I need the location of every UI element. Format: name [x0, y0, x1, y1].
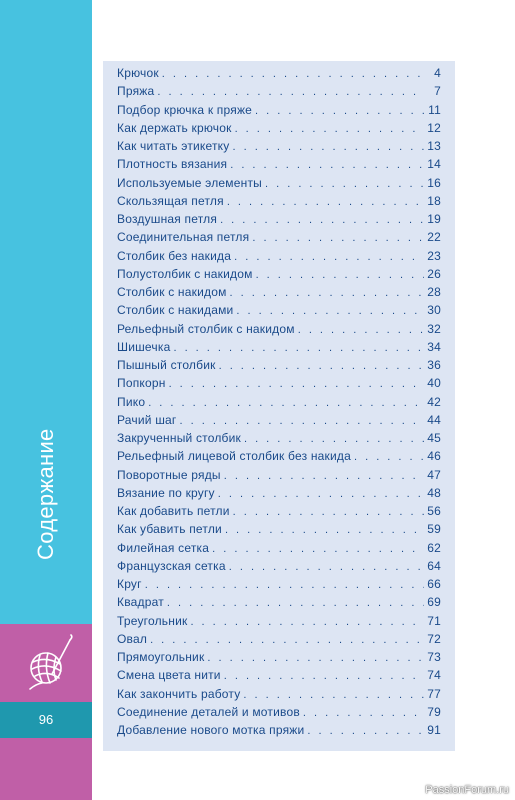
toc-dot-leader [224, 470, 424, 482]
toc-entry-title: Пико [117, 394, 146, 409]
toc-entry-page: 23 [427, 248, 441, 263]
toc-entry-page: 7 [434, 84, 441, 99]
toc-entry[interactable] [117, 139, 441, 157]
toc-entry-title: Соединение деталей и мотивов [117, 704, 300, 719]
toc-entry[interactable] [117, 541, 441, 559]
toc-entry[interactable] [117, 303, 441, 321]
toc-dot-leader [236, 305, 424, 317]
toc-entry-page: 12 [427, 120, 441, 135]
toc-entry[interactable] [117, 486, 441, 504]
toc-entry-page: 34 [427, 339, 441, 354]
toc-entry-title: Шишечка [117, 339, 171, 354]
toc-entry[interactable] [117, 504, 441, 522]
toc-entry-page: 56 [427, 504, 441, 518]
toc-dot-leader [244, 433, 424, 445]
toc-entry-page: 4 [434, 66, 441, 80]
toc-entry-page: 28 [427, 285, 441, 299]
section-title: Содержание [33, 428, 58, 560]
toc-entry-title: Крючок [117, 66, 159, 80]
toc-dot-leader [180, 415, 425, 427]
toc-entry-page: 11 [428, 102, 441, 117]
toc-entry-title: Вязание по кругу [117, 485, 215, 500]
toc-dot-leader [227, 196, 424, 208]
toc-entry[interactable] [117, 449, 441, 467]
yarn-ball-crochet-hook-icon [22, 634, 78, 694]
toc-entry[interactable] [117, 267, 441, 285]
toc-entry-page: 74 [427, 668, 441, 683]
toc-entry[interactable] [117, 687, 441, 705]
sidebar-pink-footer [0, 738, 92, 800]
toc-dot-leader [307, 725, 424, 737]
toc-dot-leader [207, 652, 424, 664]
toc-dot-leader [256, 269, 424, 281]
toc-entry[interactable] [117, 577, 441, 595]
toc-dot-leader [230, 287, 424, 299]
toc-entry-title: Рачий шаг [117, 412, 177, 427]
toc-entry-title: Смена цвета нити [117, 668, 221, 683]
toc-entry[interactable] [117, 157, 441, 175]
toc-dot-leader [234, 251, 424, 263]
toc-entry-title: Квадрат [117, 595, 164, 610]
toc-dot-leader [230, 159, 424, 171]
toc-entry-page: 45 [427, 431, 441, 445]
toc-entry[interactable] [117, 212, 441, 230]
toc-dot-leader [354, 451, 424, 463]
toc-entry-page: 64 [427, 558, 441, 573]
toc-entry-page: 66 [427, 577, 441, 591]
toc-entry-page: 22 [427, 230, 441, 245]
toc-entry[interactable] [117, 668, 441, 686]
page-number: 96 [38, 712, 54, 727]
toc-entry-title: Рельефный лицевой столбик без накида [117, 449, 351, 464]
toc-entry[interactable] [117, 705, 441, 723]
toc-entry[interactable] [117, 723, 441, 741]
toc-entry-page: 46 [427, 449, 441, 464]
toc-entry-page: 44 [427, 412, 441, 427]
toc-entry-title: Как убавить петли [117, 522, 222, 537]
toc-entry-title: Используемые элементы [117, 175, 262, 190]
toc-dot-leader [145, 579, 424, 591]
toc-dot-leader [229, 561, 424, 573]
toc-entry-title: Закрученный столбик [117, 431, 241, 445]
toc-entry-title: Прямоугольник [117, 650, 205, 664]
toc-entry-page: 47 [427, 467, 441, 482]
toc-entry[interactable] [117, 468, 441, 486]
toc-entry-title: Поворотные ряды [117, 467, 221, 482]
toc-entry-page: 14 [427, 157, 441, 172]
toc-entry-title: Овал [117, 631, 148, 646]
toc-entry[interactable] [117, 522, 441, 540]
toc-dot-leader [219, 360, 424, 372]
toc-entry[interactable] [117, 559, 441, 577]
toc-entry-page: 71 [427, 613, 441, 628]
toc-entry[interactable] [117, 249, 441, 267]
toc-entry-page: 62 [427, 540, 441, 555]
toc-entry[interactable] [117, 285, 441, 303]
toc-entry-page: 19 [427, 212, 441, 226]
toc-entry-page: 77 [427, 686, 441, 701]
toc-entry-page: 79 [427, 704, 441, 719]
toc-dot-leader [220, 214, 424, 226]
toc-dot-leader [225, 524, 424, 536]
toc-dot-leader [233, 506, 424, 518]
toc-entry-title: Воздушная петля [117, 212, 218, 226]
toc-entry-page: 42 [427, 394, 441, 409]
toc-entry[interactable] [117, 395, 441, 413]
toc-dot-leader [252, 232, 424, 244]
toc-entry-page: 32 [427, 321, 441, 336]
toc-entry[interactable] [117, 376, 441, 394]
table-of-contents [117, 66, 441, 741]
toc-entry[interactable] [117, 595, 441, 613]
toc-dot-leader [157, 86, 424, 98]
watermark: PassionForum.ru [425, 784, 509, 796]
toc-entry[interactable] [117, 650, 441, 668]
toc-entry[interactable] [117, 358, 441, 376]
toc-dot-leader [232, 141, 424, 153]
toc-dot-leader [169, 378, 424, 390]
toc-entry[interactable] [117, 431, 441, 449]
toc-entry-page: 16 [427, 175, 441, 190]
toc-dot-leader [235, 123, 424, 135]
toc-dot-leader [255, 105, 424, 117]
toc-entry[interactable] [117, 632, 441, 650]
toc-dot-leader [173, 342, 424, 354]
toc-entry-page: 18 [427, 193, 441, 208]
toc-entry[interactable] [117, 340, 441, 358]
toc-entry-title: Пышный столбик [117, 358, 216, 372]
toc-entry-title: Полустолбик с накидом [117, 266, 253, 281]
toc-dot-leader [303, 707, 424, 719]
toc-dot-leader [265, 178, 424, 190]
toc-dot-leader [212, 543, 424, 555]
toc-entry-page: 69 [427, 595, 441, 610]
toc-entry-title: Как читать этикетку [117, 139, 230, 153]
toc-entry-page: 48 [427, 485, 441, 500]
toc-dot-leader [162, 68, 424, 80]
toc-entry-page: 36 [427, 358, 441, 372]
toc-entry-title: Подбор крючка к пряже [117, 102, 253, 117]
toc-entry[interactable] [117, 121, 441, 139]
toc-entry-title: Круг [117, 577, 142, 591]
toc-entry-page: 72 [427, 631, 441, 646]
toc-entry-title: Как закончить работу [117, 686, 241, 701]
toc-entry-title: Пряжа [117, 84, 155, 99]
toc-entry-title: Столбик без накида [117, 248, 232, 263]
toc-entry-title: Как держать крючок [117, 120, 232, 135]
toc-entry-page: 40 [427, 376, 441, 391]
toc-dot-leader [190, 616, 424, 628]
toc-entry[interactable] [117, 230, 441, 248]
toc-entry-page: 59 [427, 522, 441, 537]
toc-entry-title: Столбик с накидами [117, 303, 234, 318]
toc-entry-title: Французская сетка [117, 558, 226, 573]
toc-entry-title: Скользящая петля [117, 193, 224, 208]
toc-entry-title: Попкорн [117, 376, 166, 391]
toc-entry[interactable] [117, 103, 441, 121]
toc-entry[interactable] [117, 84, 441, 102]
toc-entry-title: Добавление нового мотка пряжи [117, 723, 305, 737]
toc-entry[interactable] [117, 322, 441, 340]
toc-entry-title: Плотность вязания [117, 157, 228, 172]
toc-dot-leader [298, 324, 424, 336]
toc-entry-title: Соединительная петля [117, 230, 250, 245]
toc-dot-leader [150, 634, 424, 646]
toc-entry[interactable] [117, 614, 441, 632]
toc-dot-leader [167, 597, 424, 609]
toc-entry[interactable] [117, 413, 441, 431]
toc-entry-title: Рельефный столбик с накидом [117, 321, 295, 336]
toc-dot-leader [218, 488, 424, 500]
toc-entry-page: 30 [427, 303, 441, 318]
toc-entry-title: Треугольник [117, 613, 188, 628]
toc-entry-page: 91 [427, 723, 441, 737]
toc-entry[interactable] [117, 194, 441, 212]
toc-entry-title: Столбик с накидом [117, 285, 227, 299]
toc-entry-page: 26 [427, 266, 441, 281]
toc-dot-leader [148, 397, 424, 409]
toc-entry[interactable] [117, 176, 441, 194]
toc-dot-leader [224, 670, 424, 682]
toc-entry-page: 13 [427, 139, 441, 153]
toc-entry[interactable] [117, 66, 441, 84]
toc-entry-title: Филейная сетка [117, 540, 210, 555]
toc-entry-title: Как добавить петли [117, 504, 230, 518]
toc-entry-page: 73 [427, 650, 441, 664]
toc-dot-leader [243, 689, 424, 701]
